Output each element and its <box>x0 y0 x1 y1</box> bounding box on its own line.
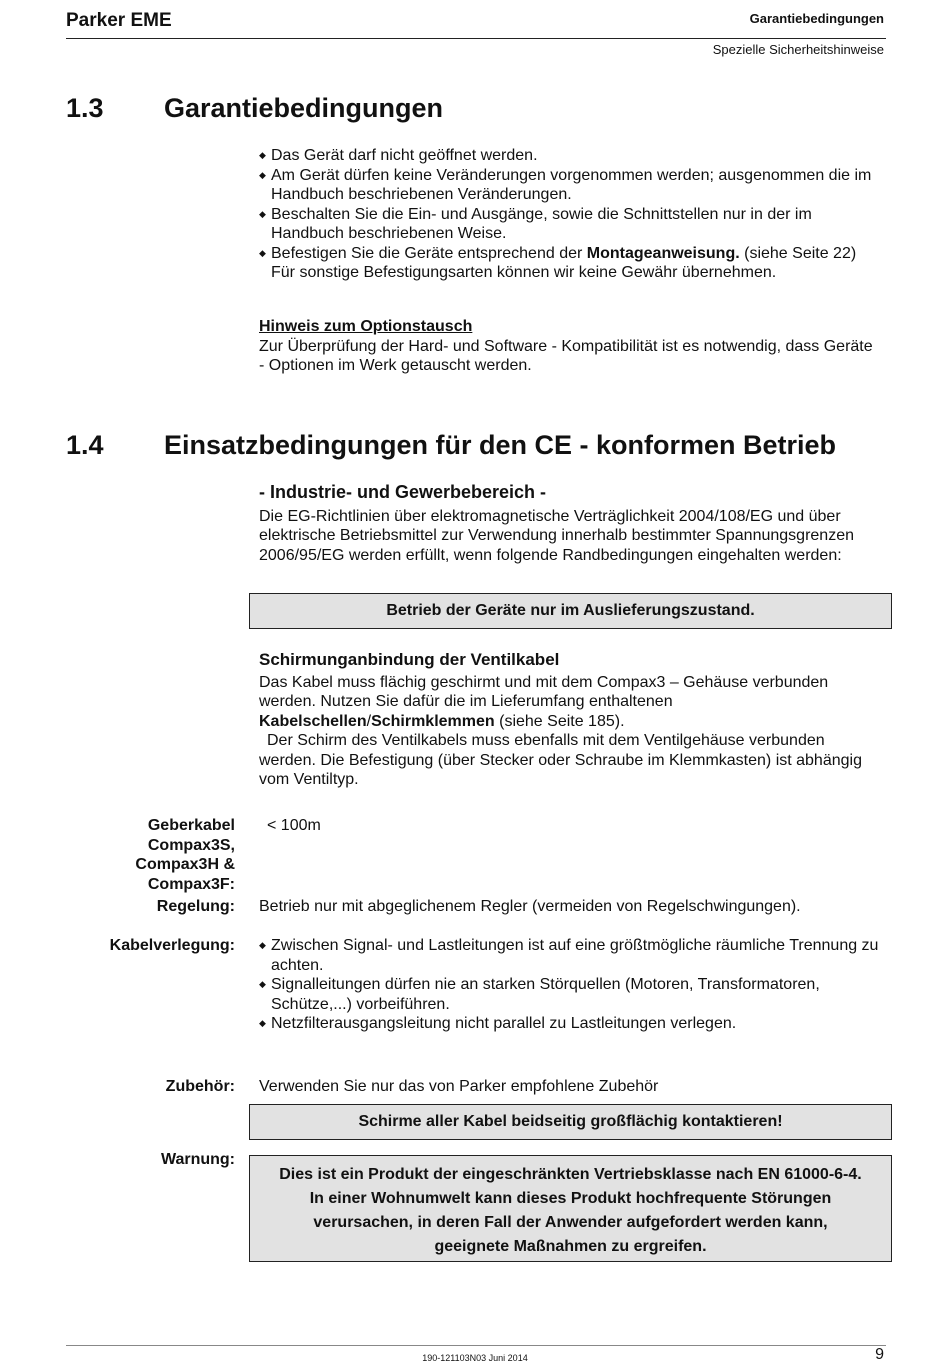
cable-routing-list <box>259 936 879 1034</box>
ce-intro <box>259 483 879 565</box>
list-item: ◆ Das Gerät darf nicht geöffnet werden. <box>259 147 538 164</box>
shield-title: Schirmunganbindung der Ventilkabel <box>259 650 560 669</box>
bullet-diamond-icon: ◆ <box>259 247 266 258</box>
bullet-diamond-icon: ◆ <box>259 169 266 180</box>
industry-subtitle: - Industrie- und Gewerbebereich - <box>259 482 547 502</box>
list-item: ◆ Am Gerät dürfen keine Veränderungen vorgenommen werden; ausgenommen die im Handbuch beschriebenen Veränderungen. <box>259 166 872 203</box>
option-swap-note <box>259 317 879 376</box>
warning-label: Warnung: <box>160 1151 235 1168</box>
footer-doc-id: 190-121103N03 Juni 2014 <box>422 1353 528 1363</box>
warning-box: Dies ist ein Produkt der eingeschränkten Vertriebsklasse nach EN 61000-6-4. In einer Wohnumwelt kann dieses Produkt hochfrequente Störungen verursachen, in deren Fall der Anwender aufgefordert werden kann, geeignete Maßnahmen zu ergreifen. <box>249 1155 892 1262</box>
accessories-value: Verwenden Sie nur das von Parker empfohlene Zubehör <box>259 1078 659 1095</box>
section-1-4-title: Einsatzbedingungen für den CE - konformen Betrieb <box>164 430 837 460</box>
control-label: Regelung: <box>156 898 235 915</box>
shield-text-2: Der Schirm des Ventilkabels muss ebenfalls mit dem Ventilgehäuse verbunden werden. Die Befestigung (über Stecker oder Schraube im Klemmkasten) ist abhängig vom Ventiltyp. <box>259 732 862 788</box>
accessories-label: Zubehör: <box>165 1078 235 1095</box>
shield-contact-box: Schirme aller Kabel beidseitig großflächig kontaktieren! <box>249 1104 892 1140</box>
option-swap-title: Hinweis zum Optionstausch <box>259 318 473 335</box>
list-item: ◆ Netzfilterausgangsleitung nicht parallel zu Lastleitungen verlegen. <box>259 1015 737 1032</box>
header-chapter: Garantiebedingungen <box>749 11 884 26</box>
ce-intro-text: Die EG-Richtlinien über elektromagnetische Verträglichkeit 2004/108/EG und über elektrische Betriebsmittel zur Verwendung innerhalb bestimmter Spannungsgrenzen 2006/95/EG werden erfüllt, wenn folgende Randbedingungen eingehalten werden: <box>259 507 854 564</box>
brand-title: Parker EME <box>66 10 172 31</box>
bullet-diamond-icon: ◆ <box>259 208 266 219</box>
cable-routing-label: Kabelverlegung: <box>109 937 235 954</box>
header-divider <box>66 38 886 39</box>
encoder-cable-label: Geberkabel Compax3S, Compax3H & Compax3F: <box>135 817 235 893</box>
header-section: Spezielle Sicherheitshinweise <box>712 42 884 57</box>
bullet-diamond-icon: ◆ <box>259 940 266 950</box>
list-item: ◆ Zwischen Signal- und Lastleitungen ist auf eine größtmögliche räumliche Trennung zu achten. <box>259 937 879 974</box>
shield-text-1: Das Kabel muss flächig geschirmt und mit dem Compax3 – Gehäuse verbunden werden. Nutzen Sie dafür die im Lieferumfang enthaltenen Kabelschellen/Schirmklemmen (siehe Seite 185). <box>259 673 829 730</box>
section-1-4-number: 1.4 <box>66 430 104 460</box>
shield-section <box>259 650 879 790</box>
delivery-state-box: Betrieb der Geräte nur im Auslieferungszustand. <box>249 593 892 629</box>
option-swap-text: Zur Überprüfung der Hard- und Software - Kompatibilität ist es notwendig, dass Geräte - Optionen im Werk getauscht werden. <box>259 337 873 374</box>
mounting-instructions-ref: Montageanweisung. <box>586 244 740 262</box>
page-number: 9 <box>875 1346 884 1363</box>
encoder-cable-value: < 100m <box>267 817 321 834</box>
section-1-3-title: Garantiebedingungen <box>164 93 444 123</box>
control-value: Betrieb nur mit abgeglichenem Regler (vermeiden von Regelschwingungen). <box>259 898 801 915</box>
bullet-diamond-icon: ◆ <box>259 979 266 989</box>
warranty-bullet-list <box>259 146 879 283</box>
footer-divider <box>66 1345 886 1346</box>
list-item: ◆ Beschalten Sie die Ein- und Ausgänge, sowie die Schnittstellen nur in der im Handbuch beschriebenen Weise. <box>259 205 812 242</box>
bullet-diamond-icon: ◆ <box>259 150 266 160</box>
section-1-3-number: 1.3 <box>66 93 104 123</box>
list-item: ◆ Befestigen Sie die Geräte entsprechend der Montageanweisung. (siehe Seite 22) Für sonstige Befestigungsarten können wir keine Gewähr übernehmen. <box>259 244 857 281</box>
list-item: ◆ Signalleitungen dürfen nie an starken Störquellen (Motoren, Transformatoren, Schütze,...) vorbeiführen. <box>259 976 820 1013</box>
bullet-diamond-icon: ◆ <box>259 1018 266 1028</box>
